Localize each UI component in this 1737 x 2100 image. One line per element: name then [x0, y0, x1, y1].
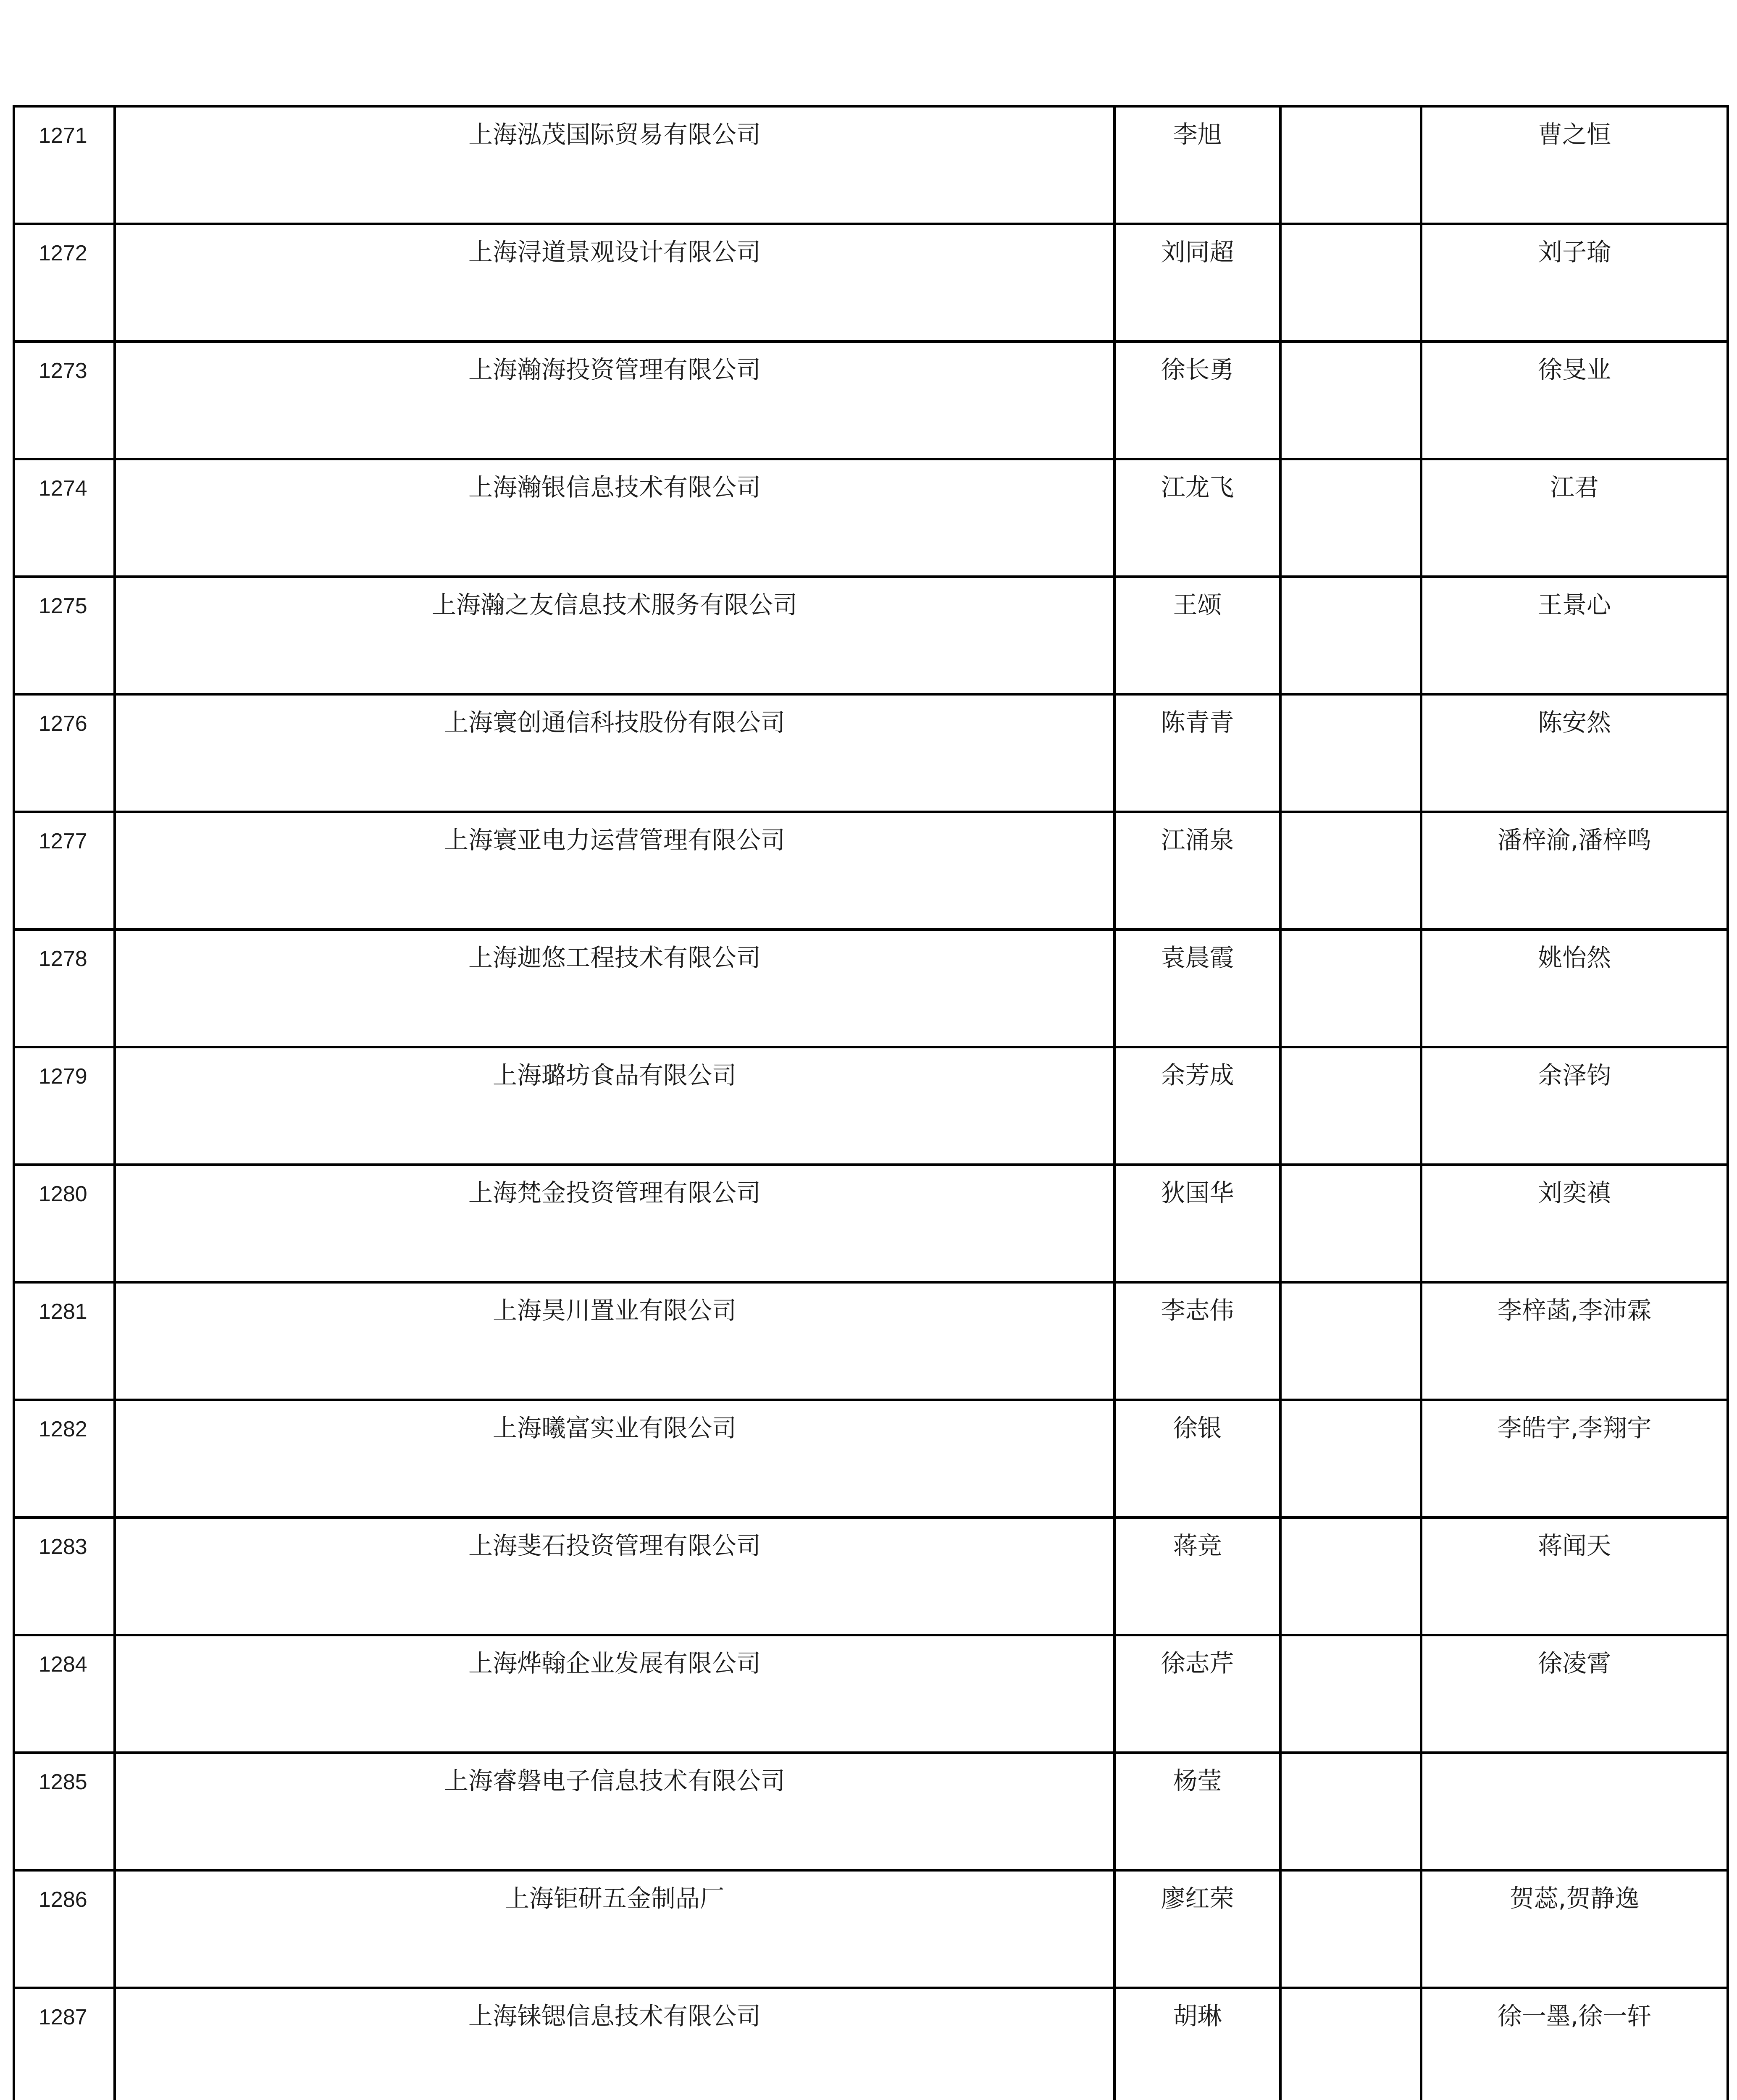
person-name-cell: 余芳成: [1114, 1047, 1280, 1165]
person-name-cell: 刘同超: [1114, 224, 1280, 341]
company-name-cell: 上海寰亚电力运营管理有限公司: [115, 812, 1114, 929]
company-name-cell: 上海铼锶信息技术有限公司: [115, 1988, 1114, 2100]
child-names-cell: 徐一墨,徐一轩: [1421, 1988, 1728, 2100]
table-row: [14, 224, 1728, 341]
child-names-cell: 徐凌霄: [1421, 1635, 1728, 1753]
row-number-cell: 1277: [14, 812, 115, 929]
person-name-cell: 王颂: [1114, 577, 1280, 694]
secondary-person-name-cell: [1280, 1047, 1421, 1165]
child-names-cell: 潘梓渝,潘梓鸣: [1421, 812, 1728, 929]
company-name-cell: 上海璐坊食品有限公司: [115, 1047, 1114, 1165]
row-number-cell: 1271: [14, 106, 115, 224]
secondary-person-name-cell: [1280, 1753, 1421, 1870]
secondary-person-name-cell: [1280, 1988, 1421, 2100]
child-names-cell: 余泽钧: [1421, 1047, 1728, 1165]
child-names-cell: 刘奕禛: [1421, 1165, 1728, 1282]
person-name-cell: 廖红荣: [1114, 1870, 1280, 1988]
person-name-cell: 蒋竞: [1114, 1517, 1280, 1635]
child-names-cell: 曹之恒: [1421, 106, 1728, 224]
row-number-cell: 1272: [14, 224, 115, 341]
table-row: [14, 1753, 1728, 1870]
row-number-cell: 1285: [14, 1753, 115, 1870]
row-number-cell: 1283: [14, 1517, 115, 1635]
secondary-person-name-cell: [1280, 1517, 1421, 1635]
person-name-cell: 袁晨霞: [1114, 929, 1280, 1047]
records-table: [13, 105, 1729, 2100]
row-number-cell: 1286: [14, 1870, 115, 1988]
child-names-cell: 姚怡然: [1421, 929, 1728, 1047]
company-name-cell: 上海浔道景观设计有限公司: [115, 224, 1114, 341]
row-number-cell: 1281: [14, 1282, 115, 1400]
company-name-cell: 上海瀚海投资管理有限公司: [115, 341, 1114, 459]
child-names-cell: 贺蕊,贺静逸: [1421, 1870, 1728, 1988]
secondary-person-name-cell: [1280, 1870, 1421, 1988]
secondary-person-name-cell: [1280, 459, 1421, 577]
child-names-cell: 李皓宇,李翔宇: [1421, 1400, 1728, 1517]
row-number-cell: 1276: [14, 694, 115, 812]
company-name-cell: 上海睿磐电子信息技术有限公司: [115, 1753, 1114, 1870]
company-name-cell: 上海瀚银信息技术有限公司: [115, 459, 1114, 577]
person-name-cell: 江龙飞: [1114, 459, 1280, 577]
table-row: [14, 1282, 1728, 1400]
company-name-cell: 上海梵金投资管理有限公司: [115, 1165, 1114, 1282]
child-names-cell: 徐旻业: [1421, 341, 1728, 459]
records-table-body: [14, 106, 1728, 2100]
person-name-cell: 杨莹: [1114, 1753, 1280, 1870]
table-row: [14, 459, 1728, 577]
child-names-cell: 陈安然: [1421, 694, 1728, 812]
child-names-cell: 李梓菡,李沛霖: [1421, 1282, 1728, 1400]
row-number-cell: 1273: [14, 341, 115, 459]
table-row: [14, 1517, 1728, 1635]
row-number-cell: 1284: [14, 1635, 115, 1753]
person-name-cell: 狄国华: [1114, 1165, 1280, 1282]
table-row: [14, 106, 1728, 224]
row-number-cell: 1279: [14, 1047, 115, 1165]
secondary-person-name-cell: [1280, 929, 1421, 1047]
row-number-cell: 1282: [14, 1400, 115, 1517]
row-number-cell: 1275: [14, 577, 115, 694]
child-names-cell: 刘子瑜: [1421, 224, 1728, 341]
secondary-person-name-cell: [1280, 341, 1421, 459]
person-name-cell: 江涌泉: [1114, 812, 1280, 929]
table-row: [14, 1165, 1728, 1282]
person-name-cell: 徐银: [1114, 1400, 1280, 1517]
table-row: [14, 341, 1728, 459]
table-row: [14, 1400, 1728, 1517]
secondary-person-name-cell: [1280, 694, 1421, 812]
secondary-person-name-cell: [1280, 577, 1421, 694]
child-names-cell: 江君: [1421, 459, 1728, 577]
secondary-person-name-cell: [1280, 812, 1421, 929]
company-name-cell: 上海斐石投资管理有限公司: [115, 1517, 1114, 1635]
person-name-cell: 陈青青: [1114, 694, 1280, 812]
table-row: [14, 929, 1728, 1047]
table-row: [14, 1635, 1728, 1753]
company-name-cell: 上海瀚之友信息技术服务有限公司: [115, 577, 1114, 694]
table-row: [14, 694, 1728, 812]
child-names-cell: 王景心: [1421, 577, 1728, 694]
person-name-cell: 徐志芹: [1114, 1635, 1280, 1753]
company-name-cell: 上海昊川置业有限公司: [115, 1282, 1114, 1400]
secondary-person-name-cell: [1280, 1165, 1421, 1282]
table-row: [14, 1988, 1728, 2100]
table-row: [14, 812, 1728, 929]
row-number-cell: 1274: [14, 459, 115, 577]
child-names-cell: 蒋闻天: [1421, 1517, 1728, 1635]
secondary-person-name-cell: [1280, 1635, 1421, 1753]
secondary-person-name-cell: [1280, 1400, 1421, 1517]
secondary-person-name-cell: [1280, 1282, 1421, 1400]
company-name-cell: 上海寰创通信科技股份有限公司: [115, 694, 1114, 812]
person-name-cell: 李志伟: [1114, 1282, 1280, 1400]
table-row: [14, 1047, 1728, 1165]
company-name-cell: 上海烨翰企业发展有限公司: [115, 1635, 1114, 1753]
row-number-cell: 1287: [14, 1988, 115, 2100]
company-name-cell: 上海曦富实业有限公司: [115, 1400, 1114, 1517]
table-row: [14, 1870, 1728, 1988]
child-names-cell: [1421, 1753, 1728, 1870]
row-number-cell: 1280: [14, 1165, 115, 1282]
company-name-cell: 上海迦悠工程技术有限公司: [115, 929, 1114, 1047]
person-name-cell: 李旭: [1114, 106, 1280, 224]
row-number-cell: 1278: [14, 929, 115, 1047]
secondary-person-name-cell: [1280, 224, 1421, 341]
company-name-cell: 上海钜研五金制品厂: [115, 1870, 1114, 1988]
table-row: [14, 577, 1728, 694]
person-name-cell: 徐长勇: [1114, 341, 1280, 459]
company-name-cell: 上海泓茂国际贸易有限公司: [115, 106, 1114, 224]
secondary-person-name-cell: [1280, 106, 1421, 224]
person-name-cell: 胡琳: [1114, 1988, 1280, 2100]
